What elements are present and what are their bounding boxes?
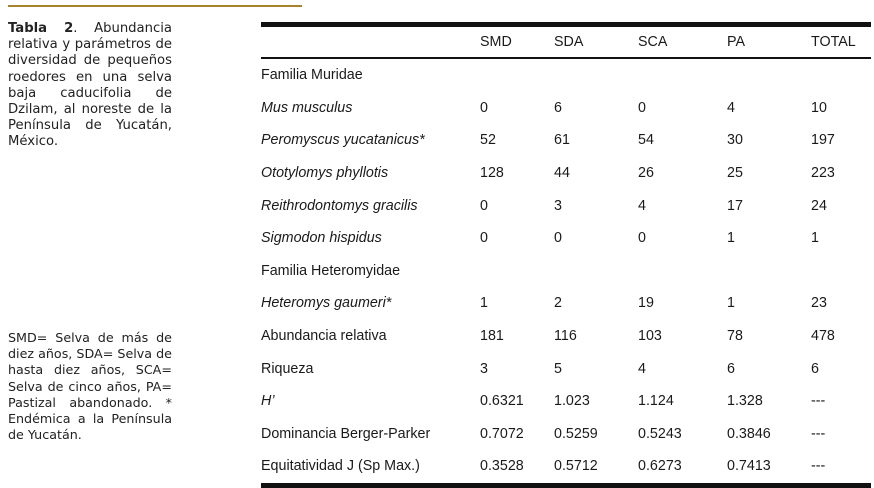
- cell-smd: 0.7072: [480, 425, 524, 442]
- family-row: [261, 255, 871, 288]
- cell-pa: 78: [727, 328, 743, 345]
- species-name: Heteromys gaumeri*: [261, 295, 392, 312]
- summary-row: [261, 418, 871, 451]
- cell-smd: 181: [480, 328, 504, 345]
- summary-row: [261, 352, 871, 385]
- summary-row: [261, 320, 871, 353]
- summary-row: [261, 450, 871, 483]
- table-bottom-rule: [261, 483, 871, 488]
- cell-smd: 0: [480, 99, 488, 116]
- data-table: [261, 27, 871, 57]
- species-name: Mus musculus: [261, 99, 353, 116]
- cell-sda: 61: [554, 132, 570, 149]
- cell-smd: 1: [480, 295, 488, 312]
- table-row: [261, 222, 871, 255]
- data-table-container: [261, 22, 871, 488]
- species-name: Ototylomys phyllotis: [261, 165, 389, 182]
- cell-sca: 0.5243: [638, 425, 682, 442]
- cell-sca: 4: [638, 360, 646, 377]
- cell-sda: 6: [554, 99, 562, 116]
- column-header-pa: PA: [727, 34, 746, 50]
- summary-label: H’: [261, 393, 275, 410]
- cell-smd: 3: [480, 360, 488, 377]
- cell-sda: 44: [554, 165, 570, 182]
- summary-row: [261, 385, 871, 418]
- cell-pa: 0.7413: [727, 458, 771, 475]
- summary-label: Dominancia Berger-Parker: [261, 425, 431, 442]
- cell-total: ---: [811, 458, 826, 475]
- family-label: Familia Muridae: [261, 67, 363, 84]
- data-table-body: [261, 59, 871, 483]
- cell-pa: 6: [727, 360, 735, 377]
- table-row: [261, 92, 871, 125]
- table-caption: [8, 21, 172, 151]
- cell-pa: 1: [727, 295, 735, 312]
- cell-pa: 25: [727, 165, 743, 182]
- cell-smd: 0: [480, 197, 488, 214]
- cell-sca: 0: [638, 230, 646, 247]
- summary-label: Riqueza: [261, 360, 314, 377]
- cell-sda: 3: [554, 197, 562, 214]
- cell-sda: 1.023: [554, 393, 590, 410]
- cell-pa: 0.3846: [727, 425, 771, 442]
- cell-pa: 1.328: [727, 393, 763, 410]
- cell-pa: 17: [727, 197, 743, 214]
- column-header-smd: SMD: [480, 34, 512, 50]
- cell-sca: 26: [638, 165, 654, 182]
- caption-label: Tabla 2: [8, 21, 74, 36]
- cell-total: 478: [811, 328, 835, 345]
- cell-total: ---: [811, 425, 826, 442]
- table-row: [261, 287, 871, 320]
- cell-total: 6: [811, 360, 819, 377]
- cell-sda: 0.5712: [554, 458, 598, 475]
- cell-pa: 1: [727, 230, 735, 247]
- table-row: [261, 189, 871, 222]
- cell-pa: 30: [727, 132, 743, 149]
- cell-total: 24: [811, 197, 827, 214]
- cell-sda: 0: [554, 230, 562, 247]
- species-name: Reithrodontomys gracilis: [261, 197, 418, 214]
- summary-label: Equitatividad J (Sp Max.): [261, 458, 420, 475]
- column-header: [261, 27, 480, 57]
- table-row: [261, 157, 871, 190]
- cell-smd: 0: [480, 230, 488, 247]
- cell-total: 23: [811, 295, 827, 312]
- family-row: [261, 59, 871, 92]
- table-footnote: SMD= Selva de más de diez años, SDA= Selva de hasta diez años, SCA= Selva de cinco años, PA= Pastizal abandonado. * Endémica a la Península de Yucatán.: [8, 330, 172, 443]
- cell-sca: 0.6273: [638, 458, 682, 475]
- cell-sca: 4: [638, 197, 646, 214]
- species-name: Sigmodon hispidus: [261, 230, 382, 247]
- table-row: [261, 124, 871, 157]
- cell-sca: 54: [638, 132, 654, 149]
- summary-label: Abundancia relativa: [261, 328, 387, 345]
- cell-total: 223: [811, 165, 835, 182]
- cell-smd: 0.6321: [480, 393, 524, 410]
- cell-smd: 128: [480, 165, 504, 182]
- top-decorative-rule: [8, 5, 302, 7]
- caption-text: . Abundancia relativa y parámetros de diversidad de pequeños roedores en una selva baja caducifolia de Dzilam, al noreste de la Península de Yucatán, México.: [8, 21, 172, 150]
- cell-smd: 0.3528: [480, 458, 524, 475]
- column-header-sca: SCA: [638, 34, 668, 50]
- column-header-total: TOTAL: [811, 34, 856, 50]
- cell-sca: 19: [638, 295, 654, 312]
- cell-sca: 0: [638, 99, 646, 116]
- header-row: [261, 27, 871, 57]
- cell-total: 197: [811, 132, 835, 149]
- cell-sda: 0.5259: [554, 425, 598, 442]
- cell-sca: 103: [638, 328, 662, 345]
- cell-sda: 116: [554, 328, 577, 345]
- cell-total: 1: [811, 230, 819, 247]
- cell-sca: 1.124: [638, 393, 674, 410]
- cell-sda: 5: [554, 360, 562, 377]
- column-header-sda: SDA: [554, 34, 584, 50]
- cell-total: ---: [811, 393, 826, 410]
- species-name: Peromyscus yucatanicus*: [261, 132, 425, 149]
- family-label: Familia Heteromyidae: [261, 262, 401, 279]
- cell-pa: 4: [727, 99, 735, 116]
- cell-sda: 2: [554, 295, 562, 312]
- cell-smd: 52: [480, 132, 496, 149]
- cell-total: 10: [811, 99, 827, 116]
